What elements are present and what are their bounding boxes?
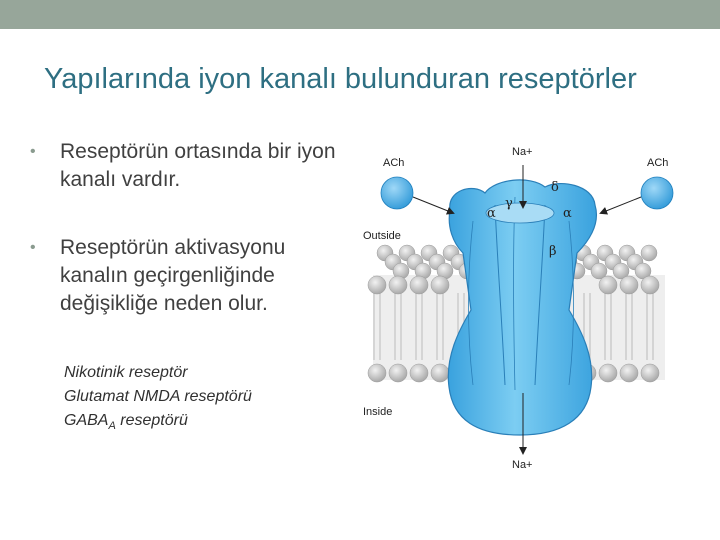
bullet-icon: •	[30, 239, 36, 256]
ach-binding-arrow-left	[413, 197, 453, 213]
lipid-head	[389, 364, 407, 382]
bullet-text: Reseptörün ortasında bir iyon kanalı vardır.	[60, 140, 336, 191]
lipid-head	[641, 276, 659, 294]
gamma-subunit-label: γ	[505, 196, 513, 211]
lipid-head	[599, 276, 617, 294]
lipid-head	[431, 276, 449, 294]
ach-label-left: ACh	[383, 157, 405, 169]
gaba-suffix: reseptörü	[115, 412, 188, 429]
lipid-head	[431, 364, 449, 382]
nicotinic-receptor-diagram	[355, 135, 675, 480]
lipid-head	[410, 276, 428, 294]
lipid-head	[389, 276, 407, 294]
alpha-subunit-right-label: α	[563, 206, 572, 221]
slide-title: Yapılarında iyon kanalı bulunduran reseptörler	[44, 63, 637, 95]
bullet-item	[30, 138, 350, 194]
receptor-examples	[64, 361, 252, 434]
beta-subunit-label: β	[549, 244, 557, 259]
ach-label-right: ACh	[647, 157, 669, 169]
na-label-bottom: Na+	[512, 459, 533, 471]
bullet-item	[30, 234, 350, 318]
lipid-head	[410, 364, 428, 382]
example-gaba	[64, 409, 252, 434]
lipid-head	[620, 276, 638, 294]
ach-ligand-left	[381, 177, 413, 209]
ach-binding-arrow-right	[601, 197, 641, 213]
lipid-head	[368, 276, 386, 294]
example-nmda: Glutamat NMDA reseptörü	[64, 388, 252, 405]
bullet-icon: •	[30, 143, 36, 160]
example-nicotinic: Nikotinik reseptör	[64, 364, 188, 381]
gaba-prefix: GABA	[64, 412, 109, 429]
lipid-head	[599, 364, 617, 382]
bullet-text: Reseptörün aktivasyonu kanalın geçirgenliğinde değişikliğe neden olur.	[60, 236, 286, 315]
delta-subunit-label: δ	[551, 180, 559, 195]
lipid-head	[641, 245, 657, 261]
alpha-subunit-left-label: α	[487, 206, 496, 221]
gaba-subscript: A	[108, 420, 116, 432]
ach-ligand-right	[641, 177, 673, 209]
outside-label: Outside	[363, 230, 401, 242]
top-accent-bar	[0, 0, 720, 29]
inside-label: Inside	[363, 406, 393, 418]
na-label-top: Na+	[512, 146, 533, 158]
lipid-head	[641, 364, 659, 382]
lipid-head	[620, 364, 638, 382]
lipid-head	[368, 364, 386, 382]
